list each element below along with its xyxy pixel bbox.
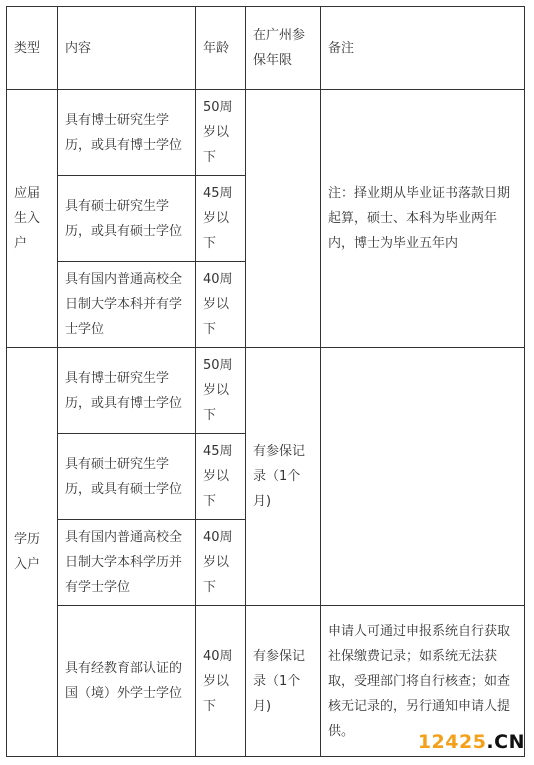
content-cell: 具有硕士研究生学历，或具有硕士学位 [58,434,196,520]
site-watermark [418,731,525,753]
header-note: 备注 [321,7,525,90]
table-row [7,90,525,176]
type-cell: 应届生入户 [7,90,58,348]
watermark-number: 12425 [417,731,487,753]
note-cell: 注：择业期从毕业证书落款日期起算，硕士、本科为毕业两年内，博士为毕业五年内 [321,90,525,348]
header-years: 在广州参保年限 [246,7,321,90]
header-row [7,7,525,90]
type-cell: 学历入户 [7,348,58,757]
age-cell: 50周岁以下 [196,348,246,434]
header-age: 年龄 [196,7,246,90]
header-content: 内容 [58,7,196,90]
years-cell [246,90,321,348]
content-cell: 具有博士研究生学历，或具有博士学位 [58,348,196,434]
table-row [7,348,525,434]
years-cell: 有参保记录（1个月) [246,348,321,606]
note-cell [321,348,525,606]
content-cell: 具有国内普通高校全日制大学本科学历并有学士学位 [58,520,196,606]
watermark-domain: .CN [486,731,525,753]
age-cell: 45周岁以下 [196,434,246,520]
policy-table [6,6,525,757]
note-cell: 申请人可通过申报系统自行获取社保缴费记录；如系统无法获取，受理部门将自行核查；如查核无记录的，另行通知申请人提供。 [321,606,525,757]
content-cell: 具有经教育部认证的国（境）外学士学位 [58,606,196,757]
content-cell: 具有博士研究生学历，或具有博士学位 [58,90,196,176]
age-cell: 45周岁以下 [196,176,246,262]
age-cell: 40周岁以下 [196,606,246,757]
header-type: 类型 [7,7,58,90]
age-cell: 50周岁以下 [196,90,246,176]
age-cell: 40周岁以下 [196,262,246,348]
years-cell: 有参保记录（1个月) [246,606,321,757]
content-cell: 具有国内普通高校全日制大学本科并有学士学位 [58,262,196,348]
age-cell: 40周岁以下 [196,520,246,606]
content-cell: 具有硕士研究生学历，或具有硕士学位 [58,176,196,262]
